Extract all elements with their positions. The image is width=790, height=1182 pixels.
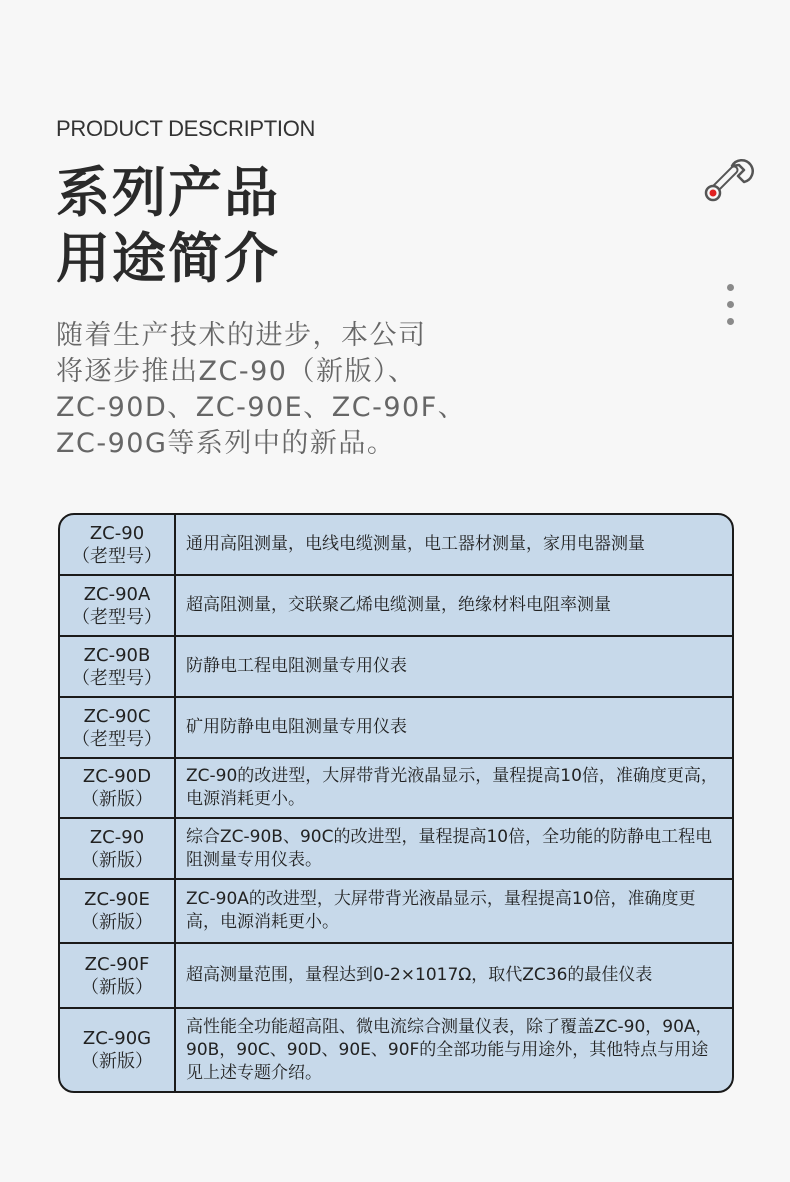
- wrench-icon: [700, 156, 754, 206]
- model-cell: [60, 819, 176, 878]
- model-name: ZC-90E: [84, 889, 150, 910]
- product-table: [58, 513, 734, 1093]
- title-line-2: 用途简介: [56, 227, 280, 290]
- table-row: [60, 574, 732, 635]
- description-cell: 防静电工程电阻测量专用仪表: [186, 656, 407, 676]
- description-cell: 超高阻测量，交联聚乙烯电缆测量，绝缘材料电阻率测量: [186, 595, 611, 615]
- model-cell: [60, 944, 176, 1007]
- model-name: ZC-90: [89, 826, 145, 848]
- eyebrow-label: PRODUCT DESCRIPTION: [56, 116, 316, 141]
- model-cell: [60, 698, 176, 757]
- model-name: ZC-90G: [82, 1028, 152, 1049]
- description-cell: ZC-90的改进型，大屏带背光液晶显示，量程提高10倍，准确度更高，电源消耗更小。: [186, 766, 718, 809]
- description-cell: 综合ZC-90B、90C的改进型，量程提高10倍，全功能的防静电工程电阻测量专用仪表。: [186, 826, 713, 870]
- table-row: [60, 878, 732, 942]
- intro-paragraph: [56, 318, 486, 462]
- description-cell: 超高测量范围，量程达到0-2×1017Ω，取代ZC36的最佳仪表: [186, 965, 653, 985]
- model-name: ZC-90F: [84, 953, 150, 975]
- model-version: （新版）: [81, 912, 153, 933]
- intro-line-4: ZC-90G等系列中的新品。: [56, 428, 396, 459]
- table-row: [60, 515, 732, 574]
- model-cell: [60, 759, 176, 817]
- table-row: [60, 757, 732, 817]
- model-cell: [60, 1009, 176, 1091]
- model-cell: [60, 576, 176, 635]
- model-version: （老型号）: [72, 606, 162, 628]
- table-row: [60, 942, 732, 1007]
- model-version: （新版）: [81, 849, 153, 871]
- intro-line-3: ZC-90D、ZC-90E、ZC-90F、: [56, 392, 467, 423]
- table-row: [60, 817, 732, 878]
- table-row: [60, 635, 732, 696]
- model-cell: [60, 637, 176, 696]
- model-cell: [60, 515, 176, 574]
- model-name: ZC-90: [89, 522, 145, 544]
- model-name: ZC-90B: [83, 644, 151, 666]
- description-cell: ZC-90A的改进型，大屏带背光液晶显示，量程提高10倍，准确度更高，电源消耗更小。: [186, 889, 696, 932]
- model-name: ZC-90C: [83, 705, 151, 727]
- intro-line-1: 随着生产技术的进步，本公司: [56, 320, 427, 351]
- model-cell: [60, 880, 176, 942]
- description-cell: 通用高阻测量，电线电缆测量，电工器材测量，家用电器测量: [186, 534, 645, 554]
- description-cell: 矿用防静电电阻测量专用仪表: [186, 717, 407, 737]
- description-cell: 高性能全功能超高阻、微电流综合测量仪表，除了覆盖ZC-90，90A，90B，90C、90D、90E、90F的全部功能与用途外，其他特点与用途见上述专题介绍。: [186, 1016, 713, 1083]
- model-version: （新版）: [81, 789, 153, 810]
- model-version: （老型号）: [72, 545, 162, 567]
- model-version: （老型号）: [72, 667, 162, 689]
- table-row: [60, 1007, 732, 1091]
- page-title: [56, 160, 280, 292]
- model-version: （新版）: [81, 976, 153, 998]
- model-version: （新版）: [81, 1051, 153, 1072]
- model-name: ZC-90A: [83, 583, 151, 605]
- model-version: （老型号）: [72, 728, 162, 750]
- table-row: [60, 696, 732, 757]
- intro-line-2: 将逐步推出ZC-90（新版）、: [56, 356, 417, 387]
- model-name: ZC-90D: [82, 766, 152, 787]
- title-line-1: 系列产品: [56, 161, 280, 224]
- more-vertical-icon[interactable]: [724, 284, 736, 328]
